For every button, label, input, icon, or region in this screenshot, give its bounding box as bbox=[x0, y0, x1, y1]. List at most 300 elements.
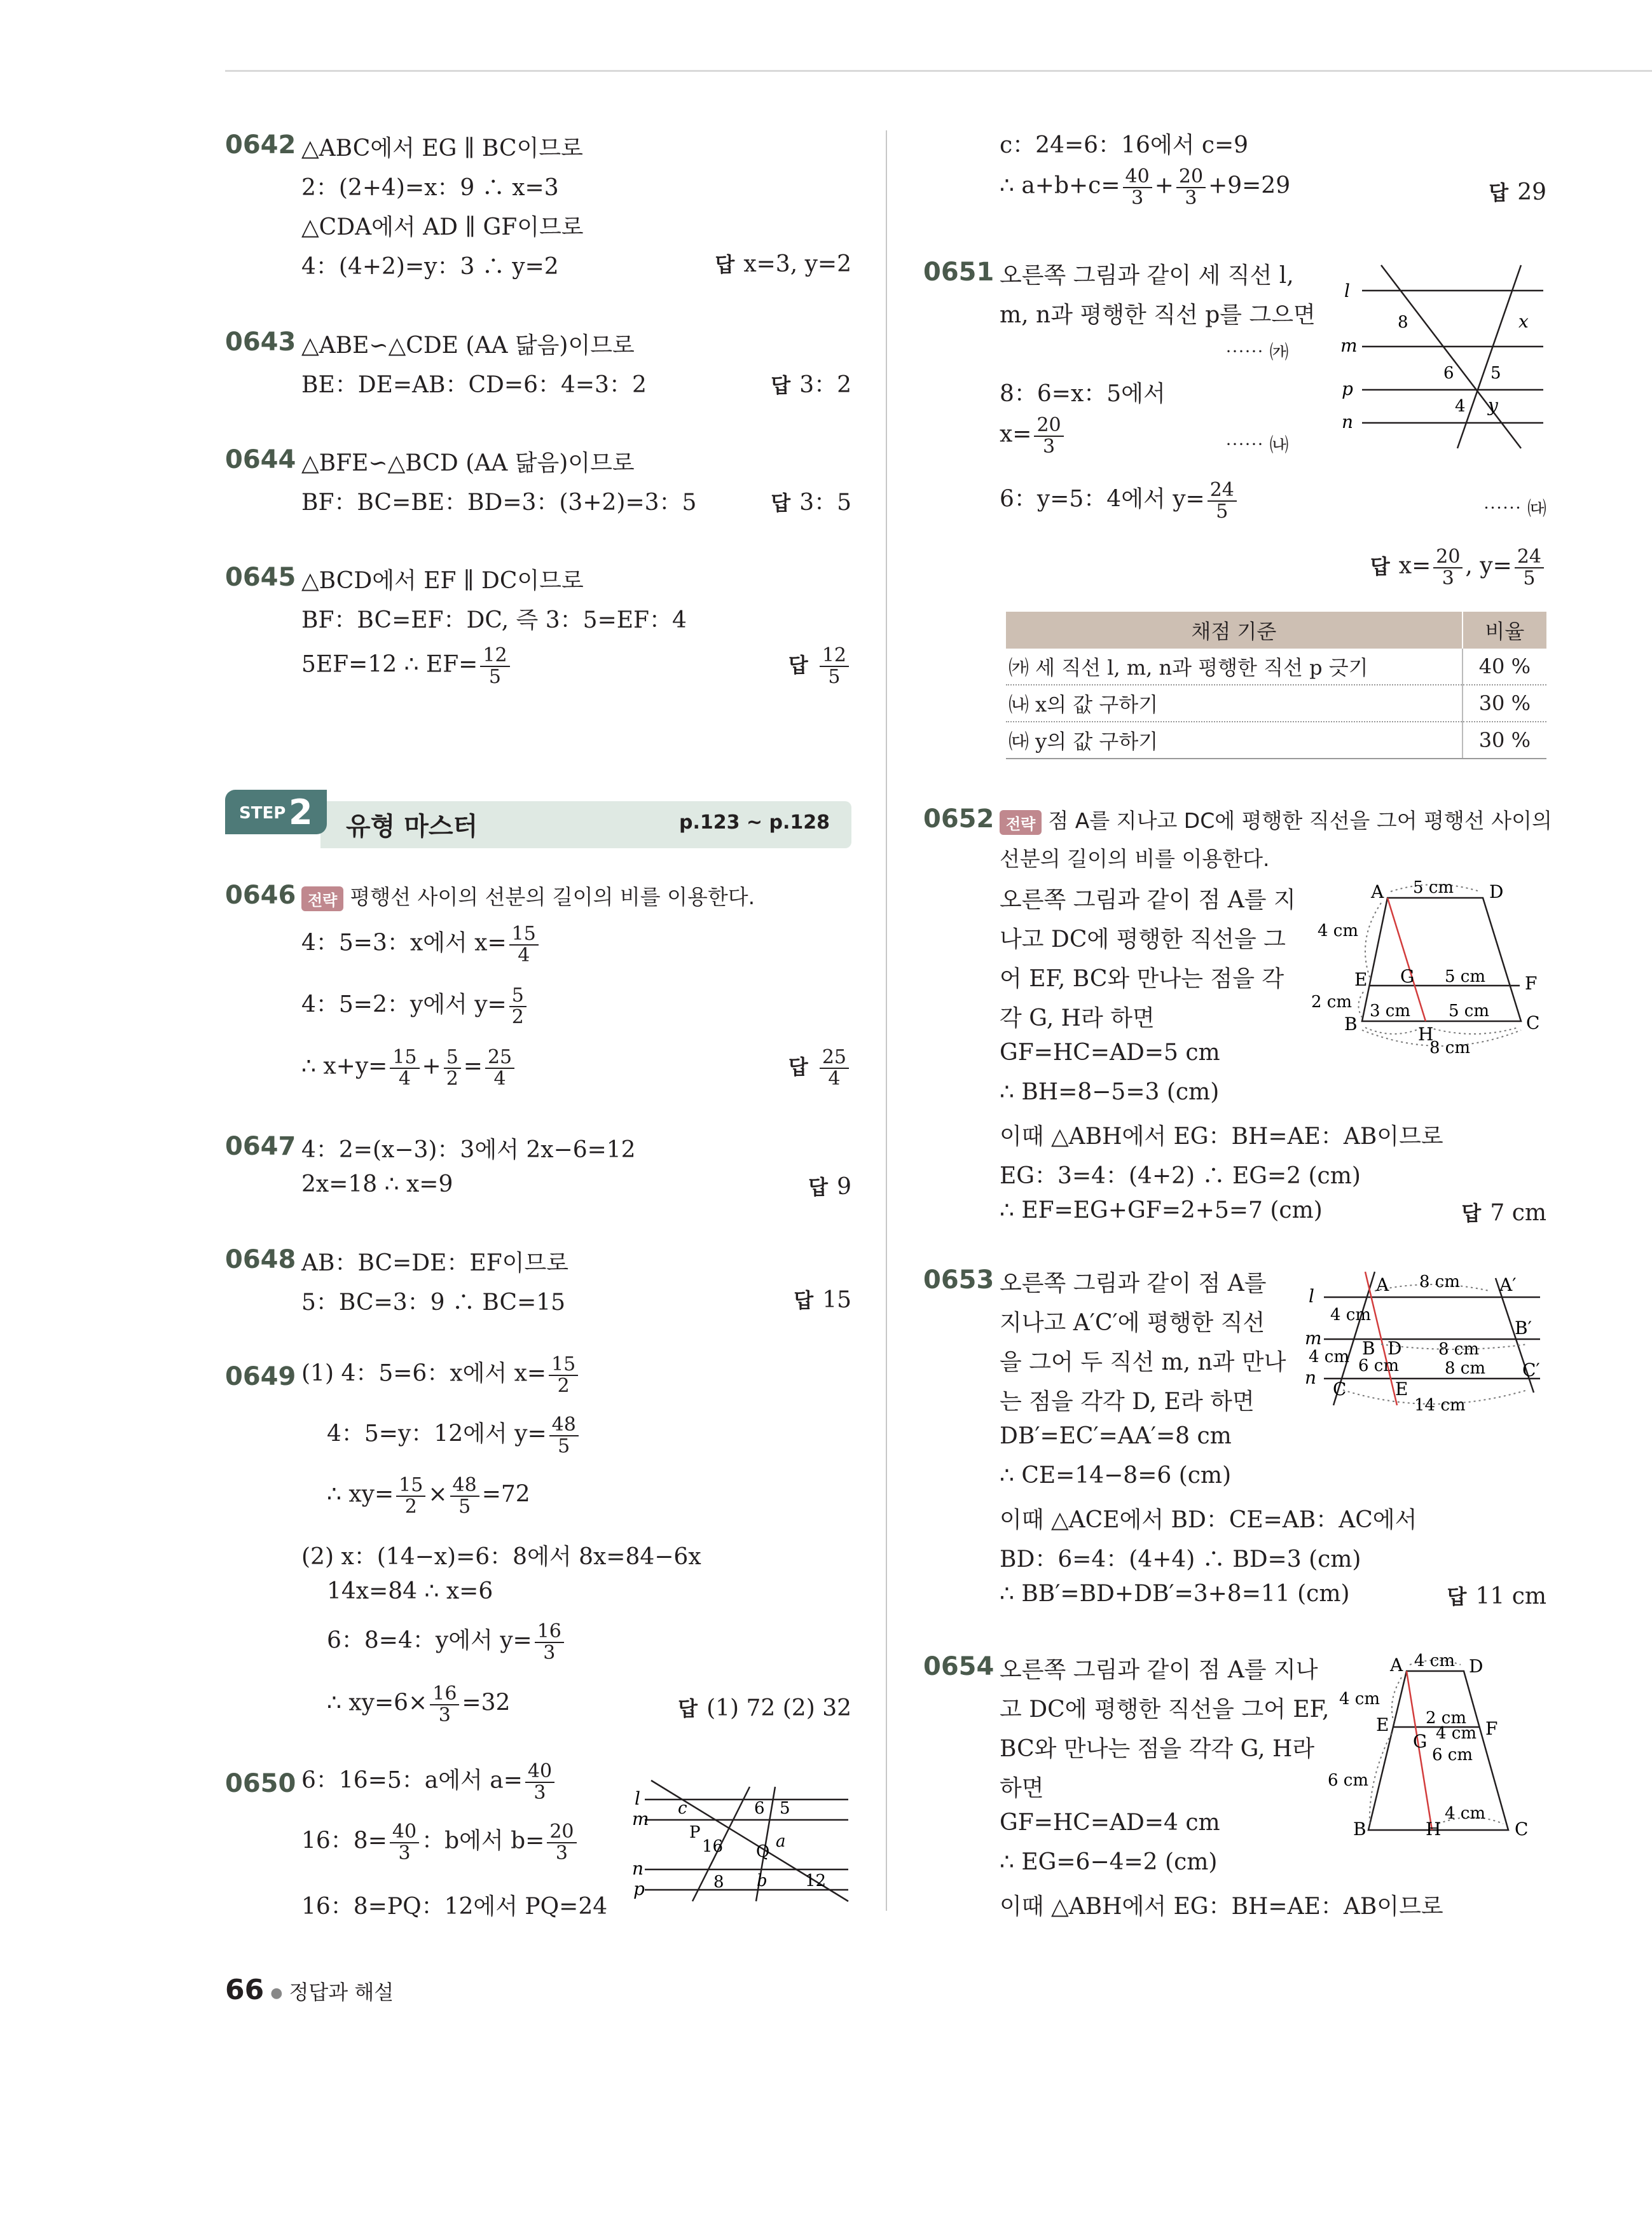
solution-line: GF=HC=AD=4 cm bbox=[1000, 1810, 1220, 1836]
strategy-text: 점 A를 지나고 DC에 평행한 직선을 그어 평행선 사이의 bbox=[1048, 808, 1552, 833]
problem-0644 bbox=[225, 445, 851, 528]
answer-label: 답 bbox=[788, 652, 808, 677]
solution-line: 2：(2+4)=x：9 ∴ x=3 bbox=[301, 175, 559, 201]
problem-0642 bbox=[225, 130, 851, 289]
solution-text: 4：5=y：12에서 y= bbox=[327, 1421, 547, 1447]
solution-text: 6：8=4：y에서 y= bbox=[327, 1627, 532, 1654]
solution-text: x= bbox=[1000, 421, 1032, 448]
denominator: 5 bbox=[1216, 500, 1229, 523]
solution-line: △BCD에서 EF ∥ DC이므로 bbox=[301, 568, 584, 594]
label-D: D bbox=[1387, 1338, 1402, 1359]
strategy-text: 평행선 사이의 선분의 길이의 비를 이용한다. bbox=[350, 884, 755, 909]
column-header: 채점 기준 bbox=[1006, 612, 1463, 649]
numerator: 24 bbox=[1208, 480, 1237, 502]
problem-0646 bbox=[225, 881, 851, 1110]
fraction bbox=[1208, 480, 1237, 521]
step-marker: ⋯⋯ ㈏ bbox=[1225, 434, 1289, 457]
solution-line bbox=[1000, 480, 1239, 521]
label-6: 6 bbox=[754, 1799, 765, 1818]
column-header: 비율 bbox=[1463, 612, 1546, 649]
fraction bbox=[509, 986, 527, 1027]
solution-line: m, n과 평행한 직선 p를 그으면 bbox=[1000, 302, 1316, 328]
bullet-icon: ● bbox=[270, 1985, 283, 2001]
label-16: 16 bbox=[702, 1837, 724, 1856]
solution-text: 16：8= bbox=[301, 1827, 387, 1854]
solution-line bbox=[301, 924, 541, 965]
answer bbox=[788, 1047, 851, 1089]
label-n: n bbox=[632, 1858, 644, 1879]
fraction bbox=[1034, 415, 1063, 457]
label-b2: 5 cm bbox=[1449, 1001, 1490, 1021]
solution-line: (2) x：(14−x)=6：8에서 8x=84−6x bbox=[301, 1544, 701, 1570]
figure-0651 bbox=[1337, 258, 1546, 455]
answer bbox=[771, 485, 851, 517]
solution-line: ∴ BH=8−5=3 (cm) bbox=[1000, 1079, 1220, 1105]
numerator: 20 bbox=[547, 1822, 576, 1843]
solution-text: 4：5=2：y에서 y= bbox=[301, 991, 507, 1018]
answer bbox=[788, 645, 851, 687]
answer-value: 9 bbox=[837, 1174, 851, 1200]
label-m1: 8 cm bbox=[1438, 1340, 1480, 1359]
denominator: 3 bbox=[398, 1841, 411, 1864]
solution-line: 이때 △ABH에서 EG：BH=AE：AB이므로 bbox=[1000, 1894, 1443, 1920]
denominator: 5 bbox=[558, 1435, 570, 1457]
label-P: P bbox=[689, 1823, 701, 1842]
dimension-arc bbox=[1365, 1028, 1422, 1034]
label-b: b bbox=[757, 1871, 767, 1890]
figure-0650 bbox=[632, 1774, 855, 1908]
label-6: 6 bbox=[1443, 364, 1454, 383]
fraction bbox=[480, 645, 509, 687]
solution-line bbox=[301, 1822, 579, 1863]
label-12: 12 bbox=[805, 1871, 827, 1890]
solution-line: 각 G, H라 하면 bbox=[1000, 1005, 1155, 1031]
numerator: 5 bbox=[509, 986, 527, 1007]
solution-line: 14x=84 ∴ x=6 bbox=[327, 1578, 493, 1604]
label-C-prime: C′ bbox=[1522, 1359, 1540, 1380]
grading-table bbox=[1006, 612, 1546, 759]
numerator: 12 bbox=[820, 645, 849, 667]
label-l: l bbox=[635, 1788, 640, 1809]
label-m3: 6 cm bbox=[1432, 1745, 1473, 1765]
label-F: F bbox=[1485, 1718, 1498, 1739]
solution-line bbox=[1000, 167, 1290, 208]
step-word: STEP bbox=[239, 804, 286, 823]
label-5: 5 bbox=[780, 1799, 790, 1818]
step-badge bbox=[225, 790, 327, 834]
numerator: 25 bbox=[485, 1047, 514, 1069]
problem-0647 bbox=[225, 1132, 851, 1215]
solution-line bbox=[301, 1047, 517, 1089]
problem-number: 0645 bbox=[225, 563, 296, 592]
table-row bbox=[1006, 722, 1546, 759]
fraction bbox=[549, 1415, 579, 1456]
label-C: C bbox=[1333, 1379, 1347, 1400]
fraction bbox=[1176, 167, 1206, 208]
fraction bbox=[444, 1047, 461, 1089]
solution-line: EG：3=4：(4+2) ∴ EG=2 (cm) bbox=[1000, 1163, 1361, 1189]
label-top: 5 cm bbox=[1413, 878, 1454, 897]
problem-0652 bbox=[923, 804, 1552, 1237]
label-top: 8 cm bbox=[1419, 1272, 1461, 1291]
label-8: 8 bbox=[713, 1873, 724, 1892]
fraction bbox=[525, 1761, 554, 1803]
label-left2: 6 cm bbox=[1328, 1771, 1369, 1790]
denominator: 4 bbox=[493, 1067, 506, 1090]
label-E: E bbox=[1354, 969, 1368, 990]
solution-line bbox=[301, 1354, 581, 1396]
numerator: 20 bbox=[1176, 167, 1206, 188]
fraction bbox=[390, 1047, 419, 1089]
solution-line: ∴ BB′=BD+DB′=3+8=11 (cm) bbox=[1000, 1581, 1350, 1607]
answer-text: , y= bbox=[1465, 553, 1512, 579]
solution-line: c：24=6：16에서 c=9 bbox=[1000, 132, 1249, 158]
solution-text: 5EF=12 ∴ EF= bbox=[301, 651, 478, 678]
problem-number: 0653 bbox=[923, 1265, 995, 1295]
denominator: 4 bbox=[828, 1067, 841, 1090]
table-header bbox=[1006, 612, 1546, 649]
solution-line: ∴ EF=EG+GF=2+5=7 (cm) bbox=[1000, 1197, 1323, 1223]
problem-number: 0642 bbox=[225, 130, 296, 160]
numerator: 5 bbox=[444, 1047, 461, 1069]
label-m3: 8 cm bbox=[1445, 1359, 1486, 1378]
answer-value: x=3, y=2 bbox=[743, 251, 851, 277]
label-8: 8 bbox=[1398, 313, 1408, 332]
label-G: G bbox=[1413, 1731, 1428, 1752]
problem-0650 bbox=[225, 1761, 851, 1927]
table-cell: 30 % bbox=[1463, 722, 1546, 759]
solution-text: =72 bbox=[481, 1481, 530, 1508]
answer-fraction bbox=[820, 1047, 849, 1089]
solution-line bbox=[327, 1621, 567, 1663]
label-n: n bbox=[1342, 411, 1354, 432]
step-marker: ⋯⋯ ㈎ bbox=[1225, 341, 1289, 364]
problem-number: 0654 bbox=[923, 1652, 995, 1681]
solution-line: 16：8=PQ：12에서 PQ=24 bbox=[301, 1894, 608, 1920]
solution-line: BC와 만나는 점을 각각 G, H라 bbox=[1000, 1736, 1315, 1762]
label-B: B bbox=[1353, 1819, 1366, 1840]
solution-line bbox=[301, 645, 513, 687]
solution-line: 오른쪽 그림과 같이 점 A를 bbox=[1000, 1270, 1267, 1297]
label-A-prime: A′ bbox=[1499, 1274, 1517, 1295]
solution-line: 는 점을 각각 D, E라 하면 bbox=[1000, 1389, 1255, 1415]
table-cell: ㈐ y의 값 구하기 bbox=[1006, 722, 1463, 759]
transversal-1 bbox=[1381, 265, 1521, 448]
denominator: 2 bbox=[557, 1374, 570, 1397]
operator: = bbox=[463, 1053, 483, 1080]
operator: + bbox=[1154, 172, 1174, 199]
solution-line bbox=[327, 1684, 510, 1725]
solution-line bbox=[327, 1415, 581, 1456]
denominator: 2 bbox=[446, 1067, 458, 1090]
answer-label: 답 bbox=[808, 1175, 829, 1199]
solution-line: 이때 △ABH에서 EG：BH=AE：AB이므로 bbox=[1000, 1124, 1443, 1150]
label-m1: 2 cm bbox=[1426, 1709, 1467, 1728]
label-bot: 14 cm bbox=[1414, 1396, 1466, 1415]
label-m2: 6 cm bbox=[1358, 1356, 1400, 1375]
numerator: 25 bbox=[820, 1047, 849, 1069]
answer-fraction bbox=[1515, 547, 1544, 588]
table-cell: 30 % bbox=[1463, 685, 1546, 722]
solution-text: 6：y=5：4에서 y= bbox=[1000, 486, 1205, 513]
problem-0653 bbox=[923, 1265, 1546, 1621]
label-mid: 5 cm bbox=[1445, 967, 1486, 986]
numerator: 40 bbox=[390, 1822, 419, 1843]
label-y: y bbox=[1488, 395, 1498, 416]
denominator: 4 bbox=[398, 1067, 411, 1090]
label-l: l bbox=[1309, 1286, 1314, 1307]
operator: + bbox=[422, 1053, 441, 1080]
answer-label: 답 bbox=[715, 252, 735, 277]
label-left1: 4 cm bbox=[1318, 921, 1359, 940]
answer bbox=[678, 1693, 851, 1722]
answer bbox=[1447, 1581, 1546, 1610]
problem-0645 bbox=[225, 563, 851, 703]
answer-value: 15 bbox=[822, 1287, 851, 1313]
figure-0653 bbox=[1305, 1265, 1546, 1424]
label-A: A bbox=[1371, 881, 1384, 902]
footer-text: 정답과 해설 bbox=[289, 1980, 394, 2004]
column-divider bbox=[886, 130, 887, 1911]
step-number: 2 bbox=[289, 792, 313, 832]
fraction bbox=[1123, 167, 1152, 208]
strategy-tag: 전략 bbox=[301, 886, 343, 911]
solution-line bbox=[301, 986, 529, 1027]
problem-0649 bbox=[225, 1354, 851, 1736]
label-top: 4 cm bbox=[1414, 1651, 1456, 1670]
solution-text: ：b에서 b= bbox=[422, 1827, 545, 1854]
label-n: n bbox=[1305, 1367, 1317, 1388]
denominator: 5 bbox=[458, 1495, 471, 1518]
solution-line: 하면 bbox=[1000, 1775, 1044, 1801]
answer-value: 29 bbox=[1517, 179, 1546, 205]
table-row bbox=[1006, 685, 1546, 722]
label-bot2: 4 cm bbox=[1445, 1804, 1486, 1823]
numerator: 20 bbox=[1034, 415, 1063, 437]
solution-line: 4：(4+2)=y：3 ∴ y=2 bbox=[301, 254, 559, 280]
answer-label: 답 bbox=[1370, 554, 1390, 579]
problem-number: 0650 bbox=[225, 1769, 296, 1798]
problem-number: 0648 bbox=[225, 1245, 296, 1274]
answer-fraction bbox=[1433, 547, 1463, 588]
numerator: 15 bbox=[390, 1047, 419, 1069]
problem-0643 bbox=[225, 327, 851, 410]
numerator: 40 bbox=[1123, 167, 1152, 188]
solution-text: ∴ x+y= bbox=[301, 1053, 388, 1080]
label-left1: 4 cm bbox=[1330, 1305, 1372, 1325]
denominator: 2 bbox=[511, 1005, 524, 1028]
step-banner bbox=[225, 790, 851, 848]
solution-text: =32 bbox=[462, 1690, 511, 1716]
problem-0654 bbox=[923, 1652, 1546, 1932]
figure-0654 bbox=[1328, 1651, 1546, 1840]
label-H: H bbox=[1418, 1024, 1434, 1045]
problem-number: 0647 bbox=[225, 1132, 296, 1161]
label-m2: 4 cm bbox=[1436, 1724, 1477, 1743]
label-5: 5 bbox=[1490, 364, 1501, 383]
solution-line: 이때 △ACE에서 BD：CE=AB：AC에서 bbox=[1000, 1507, 1417, 1533]
problem-0651 bbox=[923, 258, 1546, 766]
denominator: 3 bbox=[1185, 186, 1197, 209]
label-G: G bbox=[1400, 966, 1415, 987]
step-pages: p.123 ~ p.128 bbox=[678, 811, 830, 834]
step-marker: ⋯⋯ ㈐ bbox=[1483, 498, 1546, 520]
answer-label: 답 bbox=[1447, 1585, 1467, 1609]
answer-label: 답 bbox=[771, 373, 791, 397]
table-row bbox=[1006, 649, 1546, 685]
answer-value: 3：2 bbox=[799, 372, 851, 398]
solution-line bbox=[327, 1475, 530, 1517]
label-B: B bbox=[1362, 1338, 1375, 1359]
transversal-2 bbox=[1457, 265, 1521, 448]
solution-line: BF：BC=EF：DC, 즉 3：5=EF：4 bbox=[301, 607, 687, 633]
solution-text: 4：5=3：x에서 x= bbox=[301, 930, 507, 956]
numerator: 15 bbox=[509, 924, 539, 946]
denominator: 5 bbox=[488, 665, 501, 688]
table-cell: 40 % bbox=[1463, 649, 1546, 685]
solution-line: △CDA에서 AD ∥ GF이므로 bbox=[301, 214, 584, 240]
numerator: 40 bbox=[525, 1761, 554, 1783]
problem-0648 bbox=[225, 1245, 851, 1328]
denominator: 4 bbox=[518, 944, 530, 967]
dimension-arc bbox=[1358, 992, 1363, 1017]
label-C: C bbox=[1515, 1819, 1529, 1840]
solution-line: 지나고 A′C′에 평행한 직선 bbox=[1000, 1310, 1265, 1336]
fraction bbox=[430, 1684, 459, 1725]
denominator: 5 bbox=[828, 665, 841, 688]
label-E: E bbox=[1395, 1379, 1408, 1400]
figure-0652 bbox=[1311, 878, 1546, 1057]
strategy-line bbox=[1000, 804, 1552, 835]
solution-line: GF=HC=AD=5 cm bbox=[1000, 1040, 1220, 1066]
problem-number: 0643 bbox=[225, 327, 296, 357]
solution-text: ∴ xy= bbox=[327, 1481, 394, 1508]
numerator: 15 bbox=[549, 1354, 578, 1376]
solution-line: ∴ CE=14−8=6 (cm) bbox=[1000, 1463, 1232, 1489]
label-b1: 3 cm bbox=[1370, 1001, 1411, 1021]
answer-label: 답 bbox=[771, 491, 791, 515]
solution-line: 오른쪽 그림과 같이 점 A를 지 bbox=[1000, 887, 1296, 913]
answer bbox=[1489, 177, 1546, 206]
label-D: D bbox=[1489, 881, 1504, 902]
strategy-tag: 전략 bbox=[1000, 810, 1042, 835]
label-Q: Q bbox=[756, 1842, 770, 1861]
solution-line: △ABE∽△CDE (AA 닮음)이므로 bbox=[301, 333, 635, 359]
label-E: E bbox=[1376, 1714, 1389, 1735]
solution-line: 8：6=x：5에서 bbox=[1000, 381, 1166, 407]
answer-value: 11 cm bbox=[1475, 1583, 1546, 1609]
label-c: c bbox=[678, 1799, 687, 1818]
fraction bbox=[390, 1822, 419, 1863]
fraction bbox=[549, 1354, 578, 1396]
solution-line: 2x=18 ∴ x=9 bbox=[301, 1171, 453, 1197]
fraction bbox=[547, 1822, 576, 1863]
label-p: p bbox=[1342, 378, 1353, 399]
solution-line: BD：6=4：(4+4) ∴ BD=3 (cm) bbox=[1000, 1546, 1361, 1573]
denominator: 3 bbox=[543, 1641, 556, 1664]
label-D: D bbox=[1469, 1656, 1483, 1677]
answer bbox=[1370, 547, 1546, 588]
denominator: 3 bbox=[1043, 435, 1056, 458]
solution-line: DB′=EC′=AA′=8 cm bbox=[1000, 1423, 1232, 1449]
label-a: a bbox=[776, 1832, 786, 1851]
numerator: 15 bbox=[396, 1475, 425, 1497]
solution-line: △BFE∽△BCD (AA 닮음)이므로 bbox=[301, 450, 635, 476]
label-m: m bbox=[1305, 1328, 1322, 1349]
page-number: 66 bbox=[225, 1974, 265, 2006]
step-title: 유형 마스터 bbox=[346, 812, 478, 841]
numerator: 48 bbox=[450, 1475, 479, 1497]
numerator: 12 bbox=[480, 645, 509, 667]
denominator: 3 bbox=[1442, 567, 1454, 589]
label-m: m bbox=[632, 1808, 649, 1829]
label-B-prime: B′ bbox=[1515, 1318, 1532, 1339]
fraction bbox=[509, 924, 539, 965]
numerator: 16 bbox=[535, 1621, 564, 1643]
top-rule bbox=[225, 70, 1652, 72]
solution-line: AB：BC=DE：EF이므로 bbox=[301, 1250, 569, 1276]
solution-line: BF：BC=BE：BD=3：(3+2)=3：5 bbox=[301, 490, 697, 516]
dimension-arc bbox=[1429, 1028, 1518, 1034]
solution-line: 나고 DC에 평행한 직선을 그 bbox=[1000, 926, 1286, 953]
solution-text: (1) 4：5=6：x에서 x= bbox=[301, 1360, 547, 1387]
fraction bbox=[396, 1475, 425, 1517]
denominator: 3 bbox=[438, 1703, 451, 1726]
problem-number: 0651 bbox=[923, 258, 995, 287]
operator: × bbox=[428, 1481, 448, 1508]
label-p: p bbox=[633, 1878, 645, 1899]
label-left2: 4 cm bbox=[1309, 1347, 1350, 1366]
answer-value: 7 cm bbox=[1490, 1200, 1546, 1226]
problem-0650-continued bbox=[923, 127, 1546, 223]
problem-number: 0646 bbox=[225, 881, 296, 910]
solution-text: ∴ a+b+c= bbox=[1000, 172, 1120, 199]
answer-value: 3：5 bbox=[799, 490, 851, 516]
answer-text: x= bbox=[1398, 553, 1431, 579]
answer bbox=[808, 1171, 851, 1201]
numerator: 20 bbox=[1433, 547, 1463, 568]
denominator: 3 bbox=[533, 1781, 546, 1804]
solution-line: 오른쪽 그림과 같이 세 직선 l, bbox=[1000, 263, 1294, 289]
solution-text: 6：16=5：a에서 a= bbox=[301, 1767, 523, 1794]
solution-line: △ABC에서 EG ∥ BC이므로 bbox=[301, 135, 583, 162]
label-B: B bbox=[1344, 1014, 1358, 1035]
problem-number: 0649 bbox=[225, 1362, 296, 1391]
answer-label: 답 bbox=[794, 1288, 814, 1312]
denominator: 2 bbox=[404, 1495, 417, 1518]
denominator: 5 bbox=[1523, 567, 1536, 589]
solution-line: ∴ EG=6−4=2 (cm) bbox=[1000, 1849, 1218, 1875]
solution-line: 오른쪽 그림과 같이 점 A를 지나 bbox=[1000, 1657, 1318, 1683]
answer-label: 답 bbox=[1461, 1201, 1482, 1225]
strategy-line bbox=[301, 881, 755, 911]
label-4: 4 bbox=[1455, 397, 1466, 416]
answer-label: 답 bbox=[788, 1054, 808, 1079]
solution-line bbox=[301, 1761, 557, 1803]
answer bbox=[1461, 1197, 1546, 1227]
solution-line: 5：BC=3：9 ∴ BC=15 bbox=[301, 1290, 566, 1316]
solution-line: 어 EF, BC와 만나는 점을 각 bbox=[1000, 966, 1284, 992]
label-left2: 2 cm bbox=[1311, 993, 1353, 1012]
fraction bbox=[450, 1475, 479, 1517]
label-bot: 8 cm bbox=[1429, 1038, 1471, 1057]
solution-line: BE：DE=AB：CD=6：4=3：2 bbox=[301, 372, 647, 398]
answer-label: 답 bbox=[1489, 181, 1509, 205]
strategy-text: 선분의 길이의 비를 이용한다. bbox=[1000, 846, 1270, 871]
label-A: A bbox=[1376, 1274, 1389, 1295]
label-F: F bbox=[1525, 973, 1538, 994]
answer-value: (1) 72 (2) 32 bbox=[706, 1695, 851, 1721]
